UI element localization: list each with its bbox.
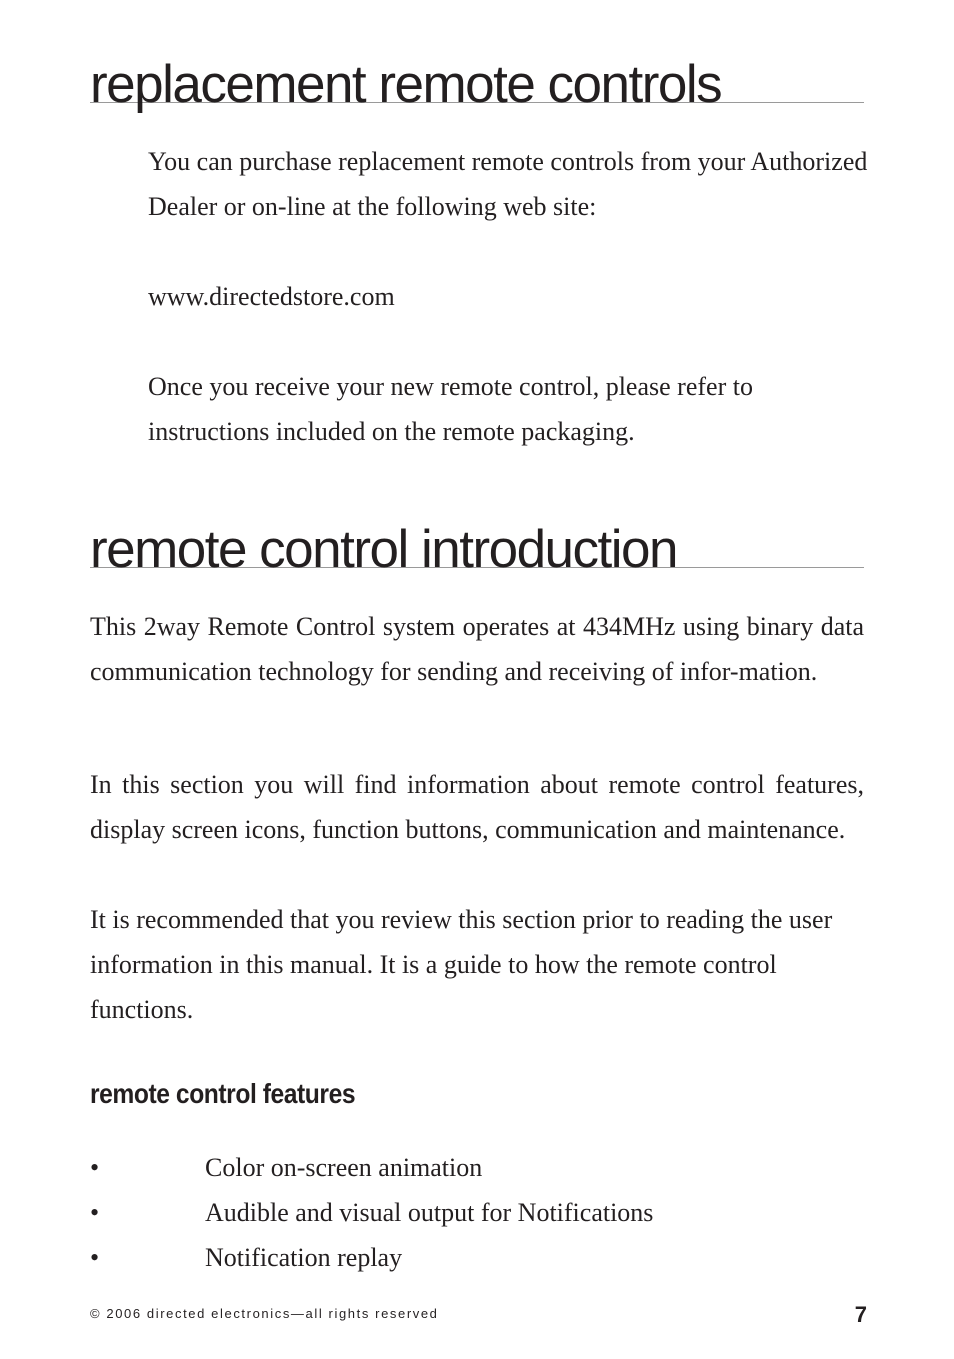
bullet-icon: • <box>90 1243 100 1272</box>
intro-paragraph-frequency: This 2way Remote Control system operates at 434MHz using binary data communication technology for sending and receiving of infor-mation. <box>90 612 864 686</box>
list-item <box>90 1235 864 1280</box>
intro-paragraph-recommendation: It is recommended that you review this section prior to reading the user information in this manual. It is a guide to how the remote control functions. <box>90 905 833 1024</box>
list-item <box>90 1190 864 1235</box>
intro-paragraph-contents: In this section you will find information about remote control features, display screen icons, function buttons, communication and maintenance. <box>90 770 864 844</box>
section-heading-introduction: remote control introduction <box>90 523 864 568</box>
page-number: 7 <box>854 1302 867 1327</box>
bullet-icon: • <box>90 1153 100 1182</box>
list-item <box>90 1145 864 1190</box>
feature-item-label: Notification replay <box>205 1243 403 1272</box>
replacement-instructions-paragraph: Once you receive your new remote control, please refer to instructions included on the remote packaging. <box>148 372 753 446</box>
store-url-link[interactable]: www.directedstore.com <box>148 282 395 311</box>
footer-copyright: © 2006 directed electronics—all rights reserved <box>90 1306 439 1321</box>
feature-item-label: Audible and visual output for Notifications <box>205 1198 654 1227</box>
features-list <box>90 1145 864 1280</box>
feature-item-label: Color on-screen animation <box>205 1153 483 1182</box>
section-heading-replacement: replacement remote controls <box>90 58 864 103</box>
features-heading: remote control features <box>90 1078 356 1109</box>
bullet-icon: • <box>90 1198 100 1227</box>
replacement-paragraph: You can purchase replacement remote controls from your Authorized Dealer or on-line at the following web site: <box>148 147 868 221</box>
